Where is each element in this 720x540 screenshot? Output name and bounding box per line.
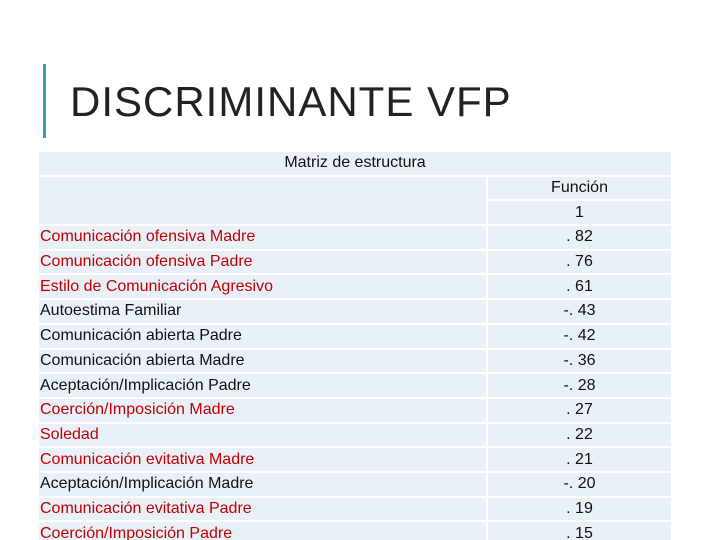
structure-matrix-body	[39, 152, 671, 540]
header-function-number: 1	[488, 201, 671, 224]
table-row	[39, 448, 671, 471]
row-value: . 76	[488, 251, 671, 274]
row-label: Coerción/Imposición Madre	[39, 399, 486, 422]
row-label: Coerción/Imposición Padre	[39, 522, 486, 540]
table-row	[39, 498, 671, 521]
row-label: Comunicación abierta Padre	[39, 325, 486, 348]
table-row	[39, 350, 671, 373]
caption-row	[39, 152, 671, 175]
row-value: -. 42	[488, 325, 671, 348]
table-row	[39, 473, 671, 496]
row-value: -. 43	[488, 300, 671, 323]
slide-title: DISCRIMINANTE VFP	[70, 78, 512, 125]
structure-matrix-container	[37, 150, 673, 540]
row-value: -. 36	[488, 350, 671, 373]
row-label: Comunicación evitativa Padre	[39, 498, 486, 521]
row-value: . 22	[488, 424, 671, 447]
row-value: . 19	[488, 498, 671, 521]
row-label: Comunicación abierta Madre	[39, 350, 486, 373]
table-row	[39, 325, 671, 348]
row-value: -. 28	[488, 374, 671, 397]
row-value: . 82	[488, 226, 671, 249]
row-label: Comunicación ofensiva Madre	[39, 226, 486, 249]
table-row	[39, 251, 671, 274]
table-row	[39, 522, 671, 540]
row-label: Estilo de Comunicación Agresivo	[39, 275, 486, 298]
row-value: . 27	[488, 399, 671, 422]
row-value: . 61	[488, 275, 671, 298]
row-value: . 21	[488, 448, 671, 471]
table-row	[39, 399, 671, 422]
row-value: -. 20	[488, 473, 671, 496]
row-label: Autoestima Familiar	[39, 300, 486, 323]
header-row-function	[39, 177, 671, 200]
title-accent-bar	[43, 64, 46, 138]
row-label: Soledad	[39, 424, 486, 447]
table-row	[39, 374, 671, 397]
row-label: Comunicación ofensiva Padre	[39, 251, 486, 274]
table-row	[39, 300, 671, 323]
row-label: Comunicación evitativa Madre	[39, 448, 486, 471]
header-label-empty-cell	[39, 177, 486, 224]
structure-matrix-table	[37, 150, 673, 540]
table-row	[39, 424, 671, 447]
table-row	[39, 275, 671, 298]
table-caption: Matriz de estructura	[39, 152, 671, 175]
row-value: . 15	[488, 522, 671, 540]
row-label: Aceptación/Implicación Madre	[39, 473, 486, 496]
row-label: Aceptación/Implicación Padre	[39, 374, 486, 397]
header-function: Función	[488, 177, 671, 200]
table-row	[39, 226, 671, 249]
